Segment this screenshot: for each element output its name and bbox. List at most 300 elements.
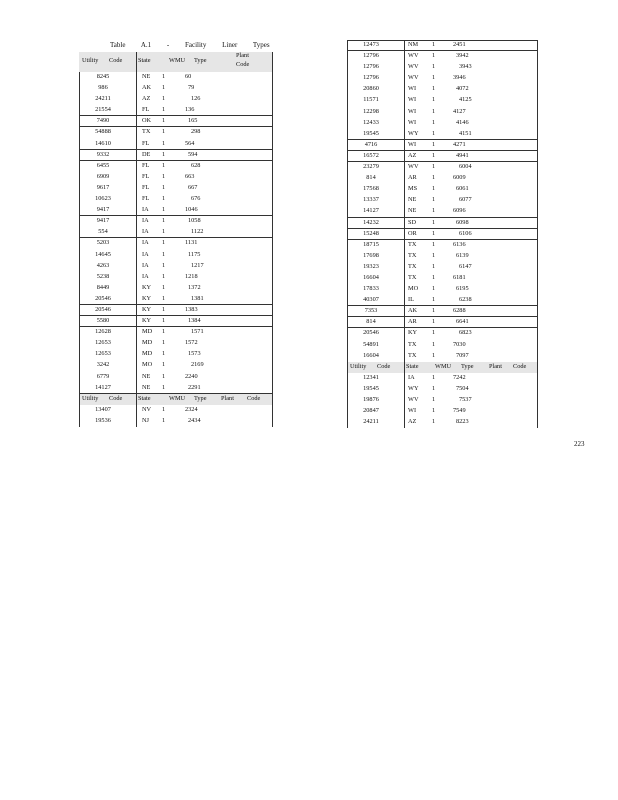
table-row [347, 417, 538, 428]
cell-state: KY [142, 317, 152, 325]
cell-state: IA [142, 206, 149, 214]
cell-type: 4146 [456, 118, 469, 126]
cell-type: 6136 [453, 240, 466, 248]
header-plant-code: Code [247, 394, 261, 402]
cell-wmu: 1 [162, 150, 166, 158]
table-row [79, 405, 273, 416]
cell-type: 7030 [453, 340, 466, 348]
cell-utility-code: 5203 [96, 239, 110, 247]
cell-wmu: 1 [162, 416, 166, 424]
cell-state: WI [408, 96, 417, 104]
cell-type: 667 [188, 183, 198, 191]
cell-state: MD [142, 328, 153, 336]
table-row [347, 129, 538, 140]
cell-wmu: 1 [432, 418, 436, 426]
cell-state: AR [408, 174, 417, 182]
cell-utility-code: 9617 [96, 183, 110, 191]
table-row [79, 349, 273, 360]
cell-type: 165 [188, 117, 198, 125]
cell-type: 6061 [456, 185, 469, 193]
cell-state: AK [142, 84, 152, 92]
cell-wmu: 1 [432, 41, 436, 48]
cell-utility-code: 13337 [363, 196, 379, 204]
cell-wmu: 1 [432, 151, 436, 159]
table-row [347, 195, 538, 206]
cell-type: 6139 [456, 251, 469, 259]
cell-wmu: 1 [162, 183, 166, 191]
cell-wmu: 1 [432, 185, 436, 193]
cell-wmu: 1 [432, 329, 436, 337]
cell-wmu: 1 [432, 163, 436, 171]
cell-utility-code: 814 [366, 318, 376, 326]
cell-wmu: 1 [162, 317, 166, 325]
cell-state: TX [408, 273, 417, 281]
cell-utility-code: 8245 [96, 73, 110, 80]
cell-wmu: 1 [432, 74, 436, 82]
cell-wmu: 1 [432, 396, 436, 403]
cell-state: AR [408, 318, 417, 326]
table-row [79, 383, 273, 394]
cell-utility-code: 15248 [363, 229, 379, 237]
cell-utility-code: 17833 [363, 285, 379, 293]
table-row [347, 206, 538, 217]
cell-wmu: 1 [432, 52, 436, 60]
header-plant: Plant [489, 362, 502, 370]
cell-type: 4127 [453, 107, 466, 115]
table-row [347, 351, 538, 362]
cell-state: FL [142, 106, 150, 114]
cell-utility-code: 16604 [363, 273, 379, 281]
cell-state: WV [408, 396, 419, 403]
cell-utility-code: 11571 [363, 96, 379, 104]
cell-wmu: 1 [162, 372, 166, 380]
cell-state: WV [408, 52, 419, 60]
header-plant-code: Code [513, 362, 527, 370]
table-row [347, 51, 538, 62]
cell-wmu: 1 [432, 129, 436, 137]
cell-type: 6009 [453, 174, 466, 182]
cell-type: 7504 [456, 384, 469, 392]
table-row [79, 172, 273, 183]
cell-type: 1372 [188, 283, 201, 291]
cell-state: TX [408, 340, 417, 348]
table-row [79, 194, 273, 205]
cell-type: 1046 [185, 206, 198, 214]
table-row [347, 273, 538, 284]
table-row [347, 395, 538, 406]
table-row [79, 261, 273, 272]
table-row [79, 116, 273, 127]
cell-utility-code: 17568 [363, 185, 379, 193]
cell-state: IL [408, 296, 414, 304]
cell-type: 2434 [188, 416, 201, 424]
cell-utility-code: 20847 [363, 407, 379, 415]
cell-state: TX [408, 251, 417, 259]
cell-utility-code: 12653 [95, 350, 111, 358]
cell-wmu: 1 [162, 84, 166, 92]
cell-utility-code: 12796 [363, 52, 379, 60]
cell-utility-code: 14645 [95, 250, 111, 258]
cell-state: MO [408, 285, 419, 293]
header-plant-code: Code [236, 61, 250, 68]
table-row [347, 62, 538, 73]
title-word: A.1 [140, 41, 152, 49]
cell-type: 594 [188, 150, 198, 158]
cell-utility-code: 19545 [363, 129, 379, 137]
table-row [347, 218, 538, 229]
table-header-row [347, 362, 538, 373]
cell-state: TX [408, 351, 417, 359]
table-row [347, 73, 538, 84]
cell-wmu: 1 [162, 139, 166, 147]
table-header-row [79, 52, 273, 72]
cell-wmu: 1 [432, 85, 436, 93]
cell-wmu: 1 [162, 383, 166, 391]
cell-wmu: 1 [432, 229, 436, 237]
cell-type: 4271 [453, 140, 466, 148]
cell-utility-code: 24211 [95, 95, 111, 103]
cell-utility-code: 23279 [363, 163, 379, 171]
cell-type: 7097 [456, 351, 469, 359]
cell-utility-code: 54891 [363, 340, 379, 348]
cell-utility-code: 814 [366, 174, 376, 182]
title-word: - [166, 41, 170, 49]
cell-state: FL [142, 172, 150, 180]
left-table-body [79, 72, 273, 394]
cell-utility-code: 14232 [363, 218, 379, 226]
cell-wmu: 1 [162, 106, 166, 114]
cell-state: FL [142, 195, 150, 203]
cell-state: AK [408, 307, 418, 315]
cell-type: 6238 [459, 296, 472, 304]
right-table [347, 40, 538, 428]
table-row [347, 317, 538, 328]
cell-utility-code: 40307 [363, 296, 379, 304]
cell-state: WI [408, 85, 417, 93]
cell-utility-code: 10623 [95, 195, 111, 203]
header-code: Code [377, 362, 391, 370]
cell-type: 79 [188, 84, 195, 92]
header-code: Code [109, 57, 123, 64]
cell-utility-code: 7353 [364, 307, 378, 315]
cell-type: 3942 [456, 52, 469, 60]
cell-type: 1384 [188, 317, 201, 325]
cell-state: IA [142, 228, 149, 236]
cell-type: 60 [185, 73, 192, 80]
cell-type: 4125 [459, 96, 472, 104]
cell-wmu: 1 [162, 250, 166, 258]
cell-wmu: 1 [432, 96, 436, 104]
cell-utility-code: 54888 [95, 128, 111, 136]
cell-utility-code: 9417 [96, 217, 110, 225]
cell-utility-code: 6455 [96, 161, 110, 169]
cell-utility-code: 14127 [95, 383, 111, 391]
table-row [347, 173, 538, 184]
cell-type: 564 [185, 139, 195, 147]
cell-type: 7242 [453, 373, 466, 381]
cell-utility-code: 20546 [363, 329, 379, 337]
cell-utility-code: 5238 [96, 272, 110, 280]
table-row [79, 127, 273, 138]
cell-utility-code: 14610 [95, 139, 111, 147]
header-utility: Utility [350, 362, 367, 370]
table-row [79, 372, 273, 383]
table-row [79, 316, 273, 327]
table-row [347, 162, 538, 173]
table-row [347, 384, 538, 395]
left-table-body-continued [79, 405, 273, 427]
cell-utility-code: 9332 [96, 150, 110, 158]
cell-utility-code: 13407 [95, 405, 111, 413]
cell-wmu: 1 [432, 296, 436, 304]
cell-utility-code: 20860 [363, 85, 379, 93]
table-row [347, 340, 538, 351]
cell-wmu: 1 [162, 161, 166, 169]
cell-state: OK [142, 117, 152, 125]
table-row [79, 183, 273, 194]
cell-state: FL [142, 183, 150, 191]
cell-wmu: 1 [162, 172, 166, 180]
cell-wmu: 1 [162, 272, 166, 280]
cell-wmu: 1 [432, 351, 436, 359]
table-row [79, 161, 273, 172]
cell-utility-code: 12341 [363, 373, 379, 381]
table-row [347, 328, 538, 339]
cell-utility-code: 12628 [95, 328, 111, 336]
table-header-row [79, 394, 273, 405]
table-row [347, 251, 538, 262]
table-row [347, 107, 538, 118]
cell-utility-code: 16572 [363, 151, 379, 159]
cell-wmu: 1 [432, 373, 436, 381]
table-row [347, 84, 538, 95]
cell-utility-code: 19545 [363, 384, 379, 392]
header-utility: Utility [82, 57, 99, 64]
cell-type: 2291 [188, 383, 201, 391]
cell-state: NE [142, 372, 151, 380]
cell-state: IA [142, 261, 149, 269]
cell-wmu: 1 [432, 285, 436, 293]
cell-type: 136 [185, 106, 195, 114]
cell-state: WI [408, 140, 417, 148]
table-row [79, 305, 273, 316]
cell-type: 8223 [456, 418, 469, 426]
cell-type: 7549 [453, 407, 466, 415]
header-utility: Utility [82, 394, 99, 402]
cell-state: FL [142, 139, 150, 147]
cell-state: DE [142, 150, 151, 158]
cell-state: MS [408, 185, 418, 193]
title-word: Types [252, 41, 270, 49]
table-row [347, 406, 538, 417]
cell-wmu: 1 [432, 273, 436, 281]
cell-type: 4941 [456, 151, 469, 159]
cell-type: 676 [191, 195, 201, 203]
cell-state: NJ [142, 416, 149, 424]
table-row [347, 118, 538, 129]
header-type: Type [461, 362, 474, 370]
cell-type: 1572 [185, 339, 198, 347]
table-title [110, 41, 284, 49]
table-row [347, 140, 538, 151]
cell-state: NM [408, 41, 419, 48]
cell-type: 7537 [459, 396, 472, 403]
cell-type: 6288 [453, 307, 466, 315]
cell-utility-code: 18715 [363, 240, 379, 248]
cell-type: 1217 [191, 261, 204, 269]
cell-state: AZ [408, 151, 417, 159]
cell-state: SD [408, 218, 417, 226]
cell-wmu: 1 [432, 307, 436, 315]
cell-wmu: 1 [432, 174, 436, 182]
header-state: State [138, 394, 151, 402]
cell-state: IA [142, 250, 149, 258]
table-row [347, 306, 538, 317]
title-word: Facility [184, 41, 207, 49]
cell-wmu: 1 [432, 340, 436, 348]
cell-wmu: 1 [162, 73, 166, 80]
cell-wmu: 1 [162, 350, 166, 358]
cell-type: 6641 [456, 318, 469, 326]
cell-state: WV [408, 74, 419, 82]
table-row [79, 139, 273, 150]
cell-utility-code: 16604 [363, 351, 379, 359]
cell-wmu: 1 [432, 218, 436, 226]
cell-utility-code: 3242 [96, 361, 110, 369]
cell-wmu: 1 [162, 128, 166, 136]
cell-utility-code: 20546 [95, 305, 111, 313]
cell-type: 1573 [188, 350, 201, 358]
cell-type: 2324 [185, 405, 198, 413]
cell-wmu: 1 [162, 339, 166, 347]
cell-type: 1131 [185, 239, 198, 247]
cell-wmu: 1 [162, 228, 166, 236]
cell-wmu: 1 [432, 140, 436, 148]
cell-state: WY [408, 384, 419, 392]
title-word: Liner [222, 41, 238, 49]
header-type: Type [194, 394, 207, 402]
cell-utility-code: 20546 [95, 294, 111, 302]
cell-state: AZ [408, 418, 417, 426]
table-row [79, 272, 273, 283]
cell-utility-code: 14127 [363, 207, 379, 215]
cell-type: 126 [191, 95, 201, 103]
header-wmu: WMU [169, 394, 186, 402]
cell-wmu: 1 [432, 196, 436, 204]
cell-wmu: 1 [162, 261, 166, 269]
cell-state: WV [408, 63, 419, 71]
cell-type: 663 [185, 172, 195, 180]
cell-type: 1381 [191, 294, 204, 302]
header-plant: Plant [221, 394, 234, 402]
cell-wmu: 1 [432, 262, 436, 270]
cell-type: 6098 [456, 218, 469, 226]
cell-utility-code: 19536 [95, 416, 111, 424]
cell-wmu: 1 [162, 195, 166, 203]
cell-type: 3946 [453, 74, 466, 82]
cell-wmu: 1 [432, 407, 436, 415]
cell-type: 4151 [459, 129, 472, 137]
cell-state: TX [142, 128, 151, 136]
cell-state: NE [142, 73, 151, 80]
table-row [79, 216, 273, 227]
cell-utility-code: 6779 [96, 372, 110, 380]
cell-state: KY [142, 294, 152, 302]
cell-state: WI [408, 118, 417, 126]
cell-utility-code: 12796 [363, 63, 379, 71]
cell-state: MD [142, 350, 153, 358]
cell-utility-code: 12298 [363, 107, 379, 115]
cell-utility-code: 21554 [95, 106, 111, 114]
cell-state: NV [142, 405, 152, 413]
table-row [347, 284, 538, 295]
cell-wmu: 1 [432, 318, 436, 326]
cell-type: 1383 [185, 305, 198, 313]
right-table-body [347, 40, 538, 362]
cell-state: MO [142, 361, 153, 369]
cell-utility-code: 6909 [96, 172, 110, 180]
cell-type: 1571 [191, 328, 204, 336]
cell-state: IA [408, 373, 415, 381]
cell-wmu: 1 [432, 207, 436, 215]
cell-wmu: 1 [432, 63, 436, 71]
cell-state: NE [142, 383, 151, 391]
cell-utility-code: 12433 [363, 118, 379, 126]
cell-state: IA [142, 217, 149, 225]
left-table [79, 52, 273, 427]
table-row [347, 95, 538, 106]
cell-wmu: 1 [162, 305, 166, 313]
cell-utility-code: 12653 [95, 339, 111, 347]
table-row [347, 184, 538, 195]
cell-state: NE [408, 196, 417, 204]
cell-type: 298 [191, 128, 201, 136]
table-row [79, 416, 273, 427]
cell-state: IA [142, 239, 149, 247]
cell-utility-code: 19323 [363, 262, 379, 270]
cell-utility-code: 4716 [364, 140, 378, 148]
table-row [79, 338, 273, 349]
cell-type: 628 [191, 161, 201, 169]
cell-type: 6077 [459, 196, 472, 204]
header-code: Code [109, 394, 123, 402]
cell-wmu: 1 [162, 117, 166, 125]
cell-state: IA [142, 272, 149, 280]
cell-wmu: 1 [162, 328, 166, 336]
header-state: State [138, 57, 151, 64]
cell-state: WV [408, 163, 419, 171]
cell-type: 1058 [188, 217, 201, 225]
cell-state: AZ [142, 95, 151, 103]
title-word: Table [110, 41, 126, 49]
cell-wmu: 1 [432, 118, 436, 126]
cell-type: 6195 [456, 285, 469, 293]
right-table-body-continued [347, 373, 538, 428]
cell-utility-code: 12473 [363, 41, 379, 48]
table-row [79, 283, 273, 294]
cell-type: 2169 [191, 361, 204, 369]
cell-utility-code: 4263 [96, 261, 110, 269]
table-row [79, 327, 273, 338]
cell-utility-code: 9417 [96, 206, 110, 214]
table-row [79, 105, 273, 116]
header-wmu: WMU [435, 362, 452, 370]
cell-wmu: 1 [432, 240, 436, 248]
cell-state: WI [408, 107, 417, 115]
header-wmu: WMU [169, 57, 186, 64]
table-row [347, 151, 538, 162]
cell-state: TX [408, 262, 417, 270]
